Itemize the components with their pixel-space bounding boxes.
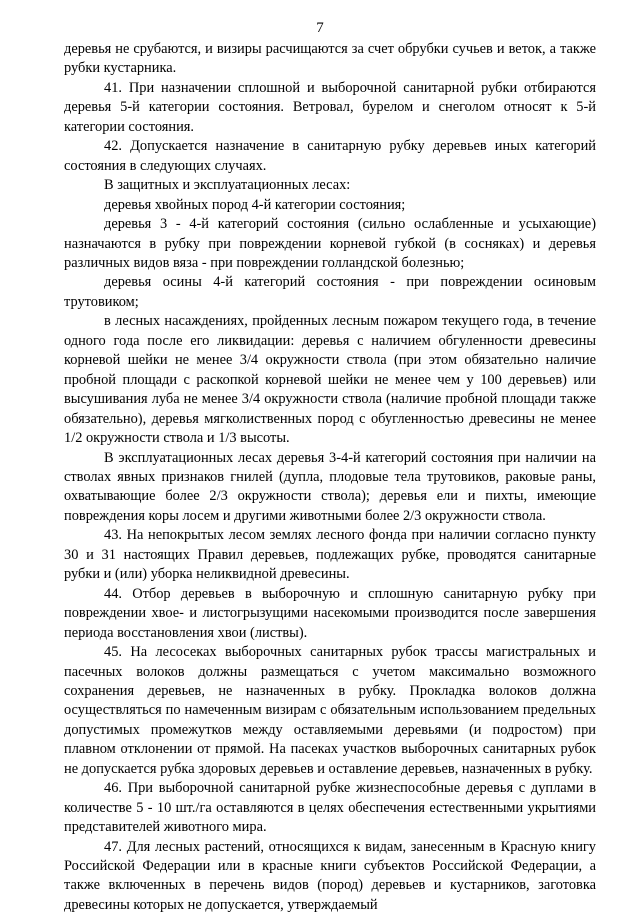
document-body bbox=[64, 40, 596, 915]
paragraph-44: 44. Отбор деревьев в выборочную и сплошную санитарную рубку при повреждении хвое- и листогрызущими насекомыми производится после завершения периода восстановления хвои (листвы). bbox=[64, 585, 596, 641]
paragraph-42-exploitation: В эксплуатационных лесах деревья 3-4-й категорий состояния при наличии на стволах явных признаков гнилей (дупла, плодовые тела трутовиков, раковые раны, охватывающие более 2/3 окружности ствола); деревья ели и пихты, имеющие повреждения коры лосем и другими животными более 2/3 окружности ствола. bbox=[64, 449, 596, 524]
paragraph-42-root-fungus: деревья 3 - 4-й категорий состояния (сильно ослабленные и усыхающие) назначаются в рубку при повреждении корневой губкой (в сосняках) и деревья различных видов вяза - при повреждении голландской болезнью; bbox=[64, 216, 596, 271]
paragraph-41: 41. При назначении сплошной и выборочной санитарной рубки отбираются деревья 5-й категории состояния. Ветровал, бурелом и снеголом относят к 5-й категории состояния. bbox=[64, 79, 596, 135]
paragraph-continuation: деревья не срубаются, и визиры расчищаются за счет обрубки сучьев и веток, а также рубки кустарника. bbox=[64, 41, 596, 77]
page-number: 7 bbox=[316, 20, 324, 36]
paragraph-45: 45. На лесосеках выборочных санитарных рубок трассы магистральных и пасечных волоков должны размещаться с учетом максимально возможного сохранения деревьев, не назначенных в рубку. Прокладка волоков должна осуществляться по намеченным визирам с обязательным использованием предельных допустимых промежутков между оставляемыми деревьями (и подростом) при плавном отклонении от прямой. На пасеках участков выборочных санитарных рубок не допускается рубка здоровых деревьев и оставление деревьев, назначенных в рубку. bbox=[64, 644, 596, 777]
paragraph-43: 43. На непокрытых лесом землях лесного фонда при наличии согласно пункту 30 и 31 настоящих Правил деревьев, подлежащих рубке, проводятся санитарные рубки и (или) уборка неликвидной древесины. bbox=[64, 527, 596, 583]
paragraph-42-fire: в лесных насаждениях, пройденных лесным пожаром текущего года, в течение одного года после его ликвидации: деревья с наличием обгуленности древесины корневой шейки не менее 3/4 окружности ствола (при этом обязательно наличие пробной площади с раскопкой корневой шейки не менее чем у 100 деревьев) или высушивания луба не менее 3/4 окружности ствола (наличие пробной площади также обязательно), деревья мягколиственных пород с обугленностью древесины не менее 1/2 окружности ствола и 1/3 высоты. bbox=[64, 313, 596, 447]
paragraph-47: 47. Для лесных растений, относящихся к видам, занесенным в Красную книгу Российской Федерации или в красные книги субъектов Российской Федерации, а также включенных в перечень видов (пород) деревьев и кустарников, заготовка древесины которых не допускается, утверждаемый bbox=[64, 838, 596, 913]
paragraph-42-aspen: деревья осины 4-й категорий состояния - при повреждении осиновым трутовиком; bbox=[64, 274, 596, 310]
paragraph-42: 42. Допускается назначение в санитарную рубку деревьев иных категорий состояния в следующих случаях. bbox=[64, 138, 596, 174]
paragraph-46: 46. При выборочной санитарной рубке жизнеспособные деревья с дуплами в количестве 5 - 10 шт./га оставляются в целях обеспечения естественными укрытиями представителей животного мира. bbox=[64, 780, 596, 836]
paragraph-42-conifers: деревья хвойных пород 4-й категории состояния; bbox=[104, 196, 406, 213]
paragraph-42-forests: В защитных и эксплуатационных лесах: bbox=[104, 177, 351, 194]
